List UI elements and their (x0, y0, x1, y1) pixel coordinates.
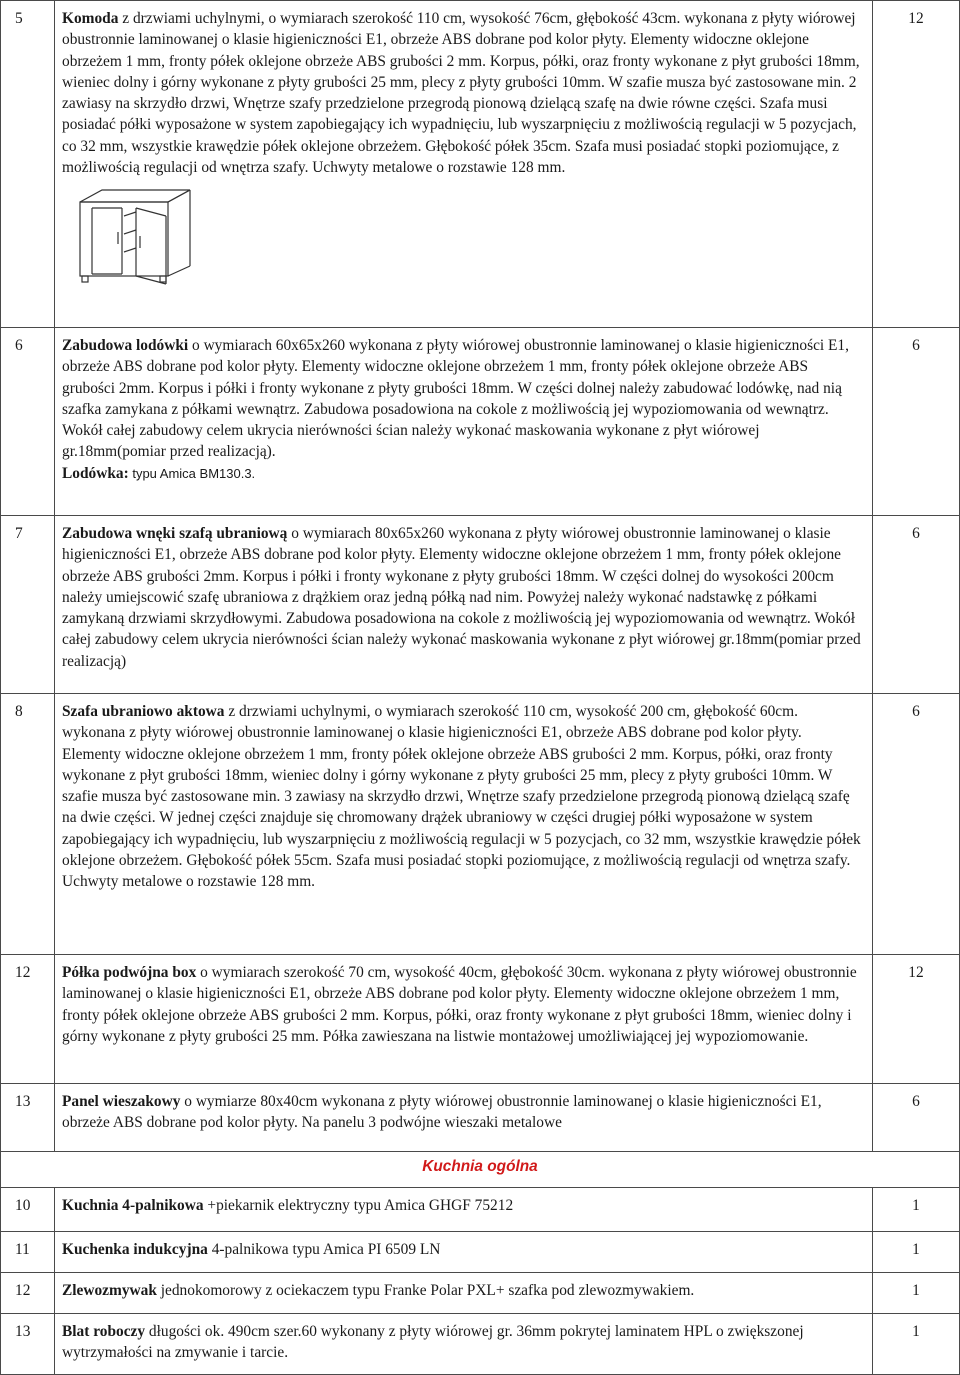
item-title: Panel wieszakowy (62, 1093, 181, 1110)
item-title: Komoda (62, 10, 119, 27)
item-title: Zabudowa wnęki szafą ubraniową (62, 525, 288, 542)
table-row (1, 1314, 960, 1375)
table-row (1, 1084, 960, 1152)
item-number: 7 (1, 516, 55, 694)
item-title: Kuchenka indukcyjna (62, 1241, 208, 1258)
item-quantity: 1 (873, 1273, 960, 1314)
item-number: 13 (1, 1314, 55, 1375)
item-quantity: 12 (873, 1, 960, 328)
item-description (55, 1314, 873, 1375)
table-row (1, 1188, 960, 1232)
table-row (1, 516, 960, 694)
item-title: Kuchnia 4-palnikowa (62, 1197, 204, 1214)
table-row (1, 1273, 960, 1314)
item-text: jednokomorowy z ociekaczem typu Franke Polar PXL+ szafka pod zlewozmywakiem. (156, 1282, 695, 1299)
item-quantity: 6 (873, 694, 960, 955)
item-number: 12 (1, 1273, 55, 1314)
item-quantity: 1 (873, 1314, 960, 1375)
item-title: Zlewozmywak (62, 1282, 157, 1299)
item-description (55, 955, 873, 1084)
item-title: Półka podwójna box (62, 964, 197, 981)
cabinet-drawing-image (74, 186, 196, 290)
item-description (55, 1, 873, 328)
item-text: o wymiarze 80x40cm wykonana z płyty wiórowej obustronnie laminowanej o klasie higieniczności E1, obrzeże ABS dobrane pod kolor płyty. Na panelu 3 podwójne wieszaki metalowe (62, 1093, 822, 1132)
section-title: Kuchnia ogólna (1, 1152, 960, 1188)
item-number: 5 (1, 1, 55, 328)
item-title: Szafa ubraniowo aktowa (62, 703, 225, 720)
item-description (55, 1084, 873, 1152)
item-quantity: 1 (873, 1232, 960, 1273)
item-text: o wymiarach 80x65x260 wykonana z płyty wiórowej obustronnie laminowanej o klasie higieniczności E1, obrzeże ABS dobrane pod kolor płyty. Elementy widoczne oklejone obrzeżem 1 mm, fronty półek oklejone obrzeże ABS grubości 2mm. Korpus i półki i fronty wykonane z płyty grubości 18mm. W części dolnej do wysokości 200cm należy umiejscowić szafę ubraniowa z drążkiem oraz jedną półką nad nim. Powyżej należy wykonać nadstawkę z półkami zamykaną drzwiami skrzydłowymi. Zabudowa posadowiona na cokole z możliwością jej wypoziomowania od wewnątrz. Wokół całej zabudowy celem ukrycia nierówności ścian należy wykonać maskowania wykonane z płyt wiórowej gr.18mm(pomiar przed realizacją) (62, 525, 861, 670)
item-quantity: 6 (873, 516, 960, 694)
item-number: 8 (1, 694, 55, 955)
fridge-model: typu Amica BM130.3. (128, 465, 256, 481)
item-title: Blat roboczy (62, 1323, 146, 1340)
table-row (1, 1, 960, 328)
item-description (55, 1273, 873, 1314)
item-quantity: 1 (873, 1188, 960, 1232)
item-title: Zabudowa lodówki (62, 337, 189, 354)
item-text: z drzwiami uchylnymi, o wymiarach szerokość 110 cm, wysokość 200 cm, głębokość 60cm. wykonana z płyty wiórowej obustronnie laminowanej o klasie higieniczności E1, obrzeże ABS dobrane pod kolor płyty. Elementy widoczne oklejone obrzeżem 1 mm, fronty półek oklejone obrzeże ABS grubości 2 mm. Korpus, półki, oraz fronty wykonane z płyt grubości 18mm, wieniec dolny i górny wykonane z płyty grubości 25 mm, plecy z płyty grubości 10mm. W szafie musza być zastosowane min. 3 zawiasy na skrzydło drzwi, Wnętrze szafy przedzielone przegrodą pionową dzielącą szafę na dwie części. W jednej części znajduje się chromowany drążek ubraniowy w części drugiej półki wyposażone w system zapobiegający ich wypadnięciu, lub wyszarpnięciu z możliwością regulacji w 5 pozycjach, co 32 mm, wszystkie krawędzie półek oklejone obrzeżem. Głębokość półek 55cm. Szafa musi posiadać stopki poziomujące, z możliwością regulacji od wnętrza szafy. Uchwyty metalowe o rozstawie 128 mm. (62, 703, 861, 891)
item-text: długości ok. 490cm szer.60 wykonany z płyty wiórowej gr. 36mm pokrytej laminatem HPL o zwiększonej wytrzymałości na zmywanie i tarcie. (62, 1323, 804, 1362)
item-number: 12 (1, 955, 55, 1084)
item-number: 10 (1, 1188, 55, 1232)
item-number: 13 (1, 1084, 55, 1152)
item-quantity: 12 (873, 955, 960, 1084)
table-row (1, 694, 960, 955)
item-text: o wymiarach szerokość 70 cm, wysokość 40cm, głębokość 30cm. wykonana z płyty wiórowej obustronnie laminowanej o klasie higieniczności E1, obrzeże ABS dobrane pod kolor płyty. Elementy widoczne oklejone obrzeżem 1 mm, fronty półek oklejone obrzeże ABS grubości 2 mm. Korpus, półki, oraz fronty wykonane z płyt grubości 18mm, wieniec dolny i górny wykonane z płyty grubości 25 mm. Półka zawieszana na listwie montażowej umożliwiającej jej wypoziomowanie. (62, 964, 857, 1045)
item-text: o wymiarach 60x65x260 wykonana z płyty wiórowej obustronnie laminowanej o klasie higieniczności E1, obrzeże ABS dobrane pod kolor płyty. Elementy widoczne oklejone obrzeżem 1 mm, fronty półek oklejone obrzeże ABS grubości 2mm. Korpus i półki i fronty wykonane z płyty grubości 18mm. W części dolnej należy zabudować lodówkę, nad nią szafka zamykana z półkami wewnątrz. Zabudowa posadowiona na cokole z możliwością jej wypoziomowania od wewnątrz. Wokół całej zabudowy celem ukrycia nierówności ścian należy wykonać maskowania wykonane z płyt wiórowej gr.18mm(pomiar przed realizacją). (62, 337, 849, 461)
item-quantity: 6 (873, 328, 960, 516)
item-description (55, 328, 873, 516)
item-text: 4-palnikowa typu Amica PI 6509 LN (207, 1241, 441, 1258)
table-row (1, 1232, 960, 1273)
item-number: 6 (1, 328, 55, 516)
item-description (55, 1188, 873, 1232)
item-number: 11 (1, 1232, 55, 1273)
table-row (1, 328, 960, 516)
item-text: z drzwiami uchylnymi, o wymiarach szerokość 110 cm, wysokość 76cm, głębokość 43cm. wykonana z płyty wiórowej obustronnie laminowanej o klasie higieniczności E1, obrzeże ABS dobrane pod kolor płyty. Elementy widoczne oklejone obrzeżem 1 mm, fronty półek oklejone obrzeże ABS grubości 2 mm. Korpus, półki, oraz fronty wykonane z płyt grubości 18mm, wieniec dolny i górny wykonane z płyty grubości 25 mm, plecy z płyty grubości 10mm. W szafie musza być zastosowane min. 2 zawiasy na skrzydło drzwi, Wnętrze szafy przedzielone przegrodą pionową dzielącą szafę na dwie równe części. Szafa musi posiadać półki wyposażone w system zapobiegający ich wypadnięciu, lub wyszarpnięciu z możliwością regulacji w 5 pozycjach, co 32 mm, wszystkie krawędzie półek oklejone obrzeżem. Głębokość półek 35cm. Szafa musi posiadać stopki poziomujące, z możliwością regulacji od wnętrza szafy. Uchwyty metalowe o rozstawie 128 mm. (62, 10, 860, 177)
item-quantity: 6 (873, 1084, 960, 1152)
table-row (1, 955, 960, 1084)
item-description (55, 516, 873, 694)
item-description (55, 694, 873, 955)
item-description (55, 1232, 873, 1273)
section-row (1, 1152, 960, 1188)
fridge-label: Lodówka: (62, 464, 129, 482)
item-text: +piekarnik elektryczny typu Amica GHGF 75212 (203, 1197, 514, 1214)
